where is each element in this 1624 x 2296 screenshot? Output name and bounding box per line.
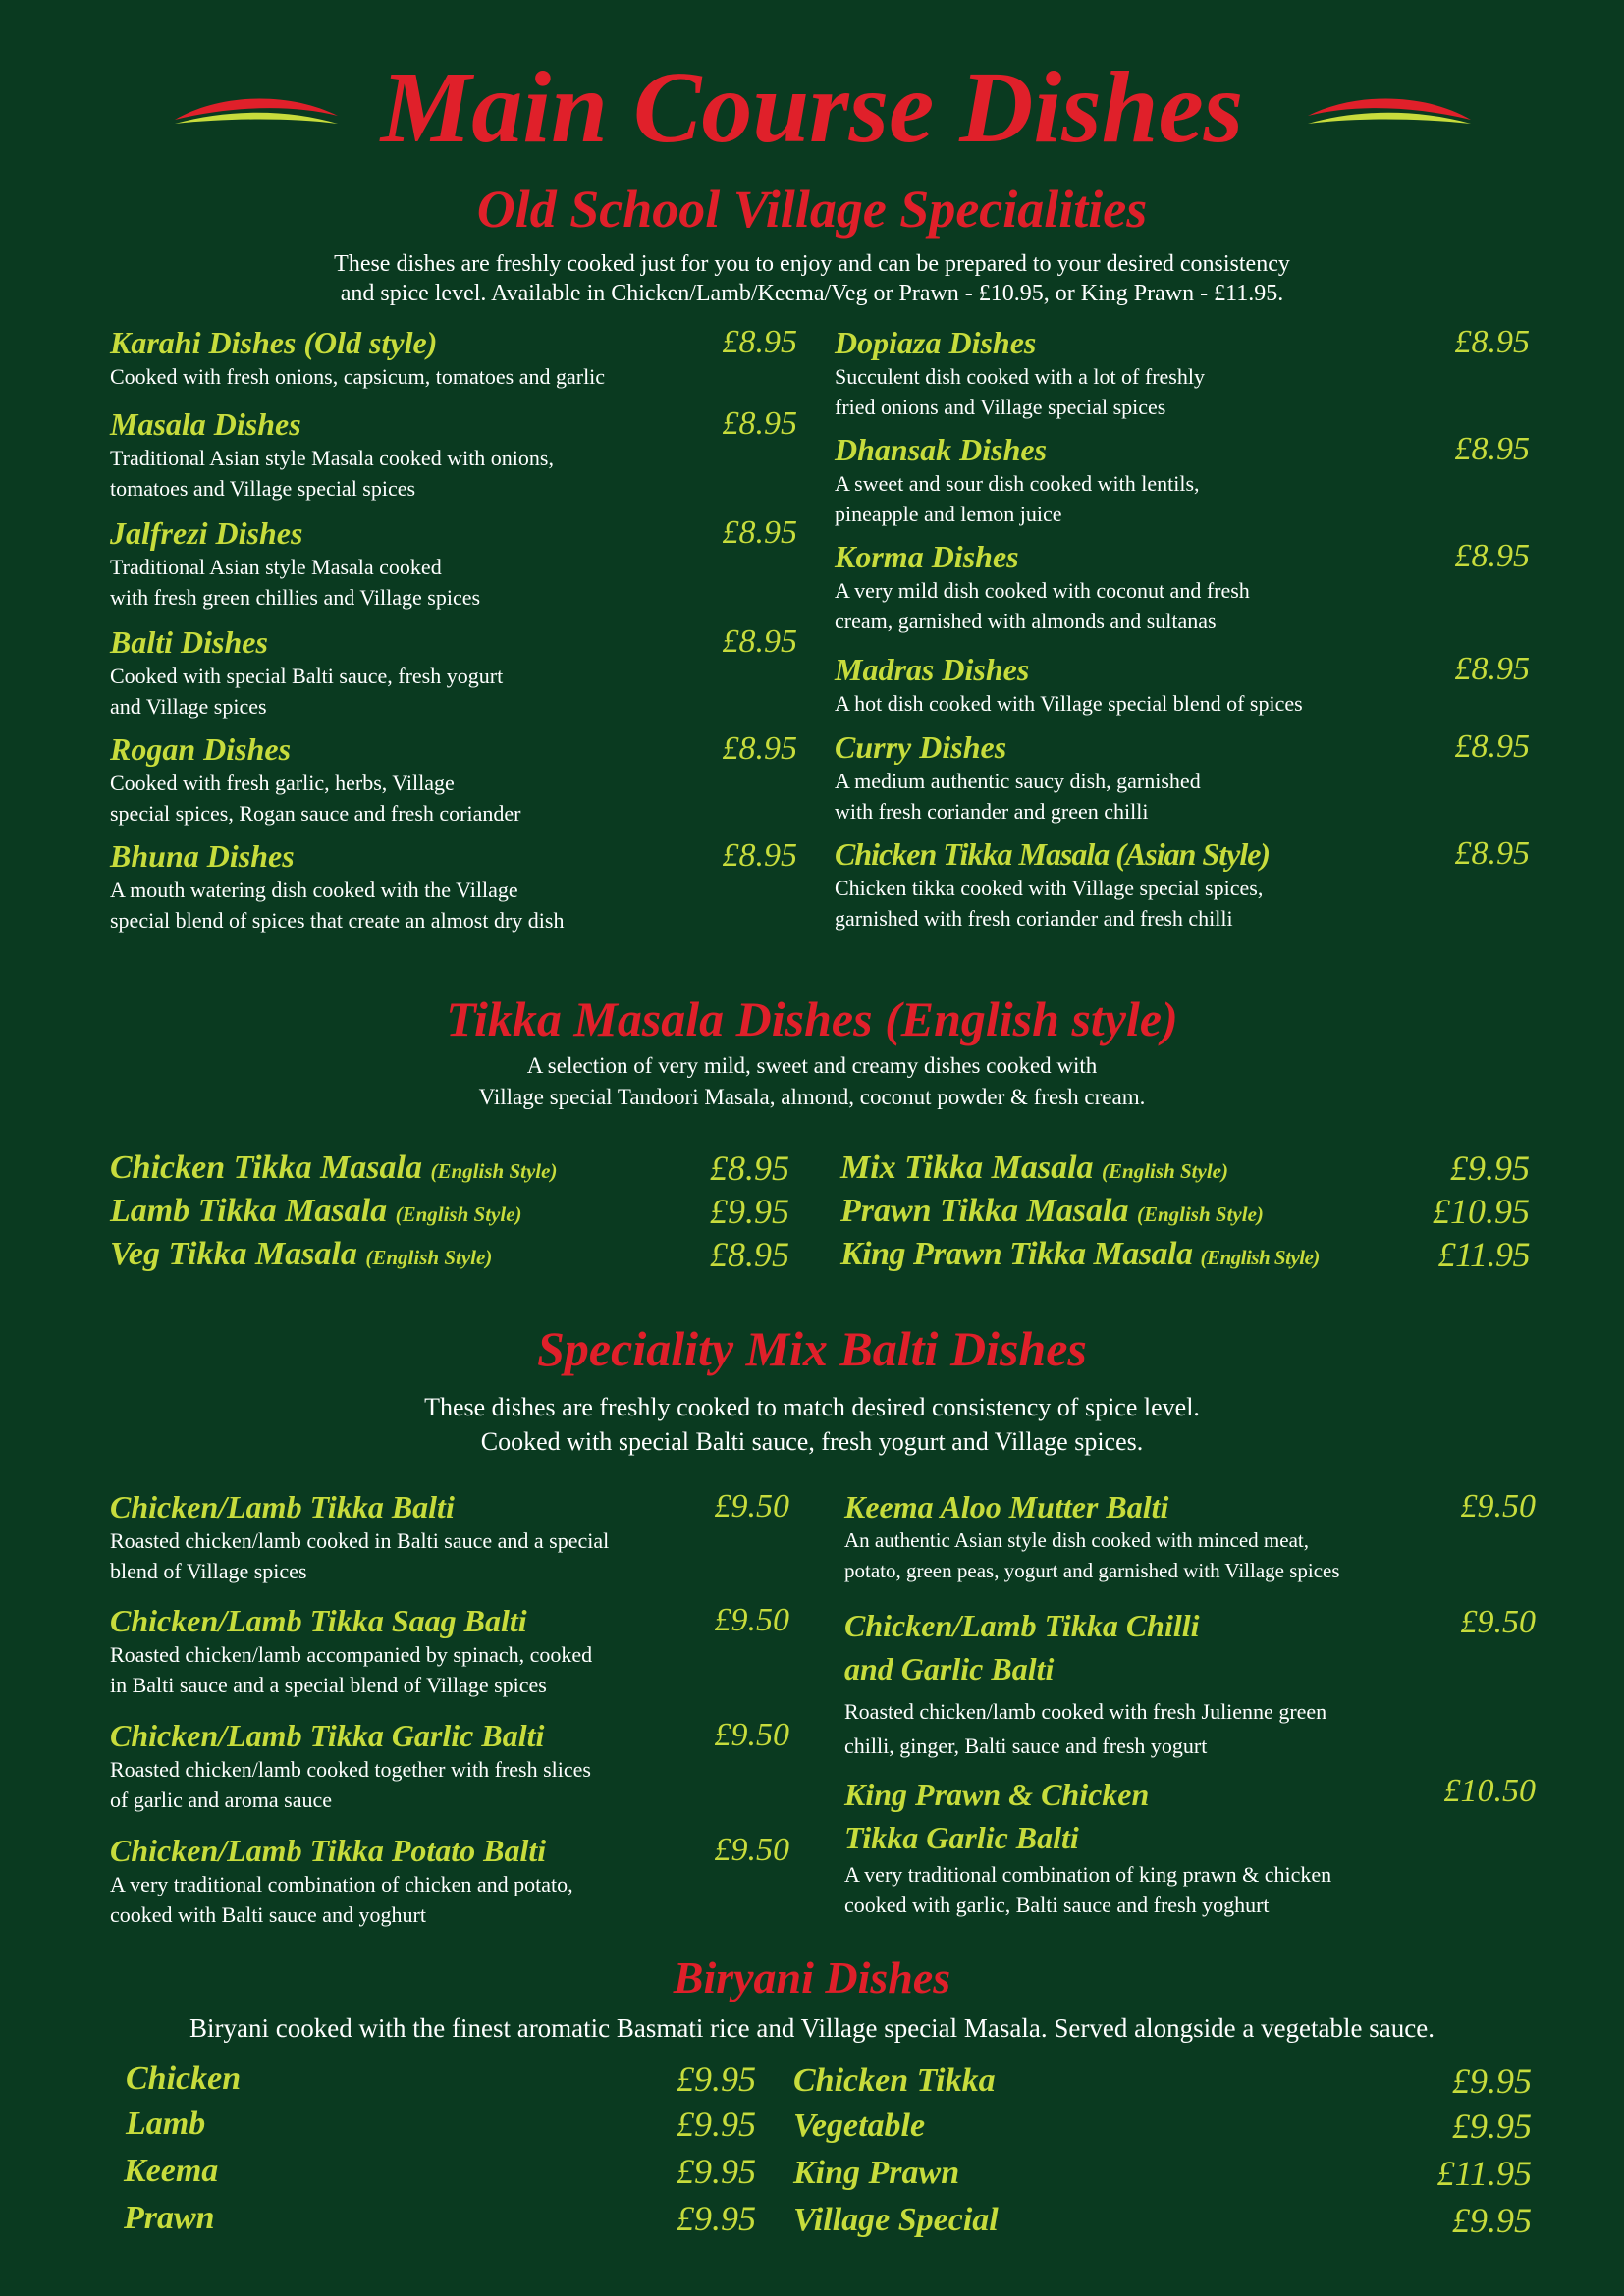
menu-item (844, 1773, 1536, 1920)
item-price: £10.50 (1443, 1773, 1536, 1809)
menu-item (840, 1147, 1530, 1193)
item-description: Traditional Asian style Masala cooked with fresh green chillies and Village spices (110, 555, 481, 610)
item-description: Roasted chicken/lamb cooked together with fresh slices of garlic and aroma sauce (110, 1757, 591, 1812)
item-description: A very traditional combination of chicken and potato, cooked with Balti sauce and yoghurt (110, 1872, 573, 1927)
item-price: £8.95 (722, 837, 797, 874)
item-price: £9.95 (1452, 2061, 1532, 2101)
menu-item (110, 1602, 789, 1700)
item-name: Lamb (126, 2106, 206, 2142)
item-price: £8.95 (1454, 324, 1530, 360)
item-description: Roasted chicken/lamb accompanied by spinach, cooked in Balti sauce and a special blend of Village spices (110, 1642, 593, 1697)
item-price: £9.50 (714, 1488, 789, 1524)
item-description: A sweet and sour dish cooked with lentils, pineapple and lemon juice (835, 471, 1200, 526)
item-price: £8.95 (1454, 651, 1530, 687)
item-name: Dopiaza Dishes (835, 325, 1037, 360)
menu-item (840, 1233, 1530, 1279)
item-description: Cooked with fresh garlic, herbs, Village special spices, Rogan sauce and fresh coriander (110, 771, 521, 826)
old-school-heading: Old School Village Specialities (476, 180, 1148, 239)
menu-item (793, 2199, 1532, 2242)
style-tag: (English Style) (430, 1159, 558, 1183)
menu-item (110, 405, 797, 504)
item-price: £8.95 (710, 1148, 789, 1188)
page-title: Main Course Dishes (380, 51, 1244, 164)
item-price: £9.95 (677, 2152, 756, 2191)
item-price: £9.50 (1460, 1604, 1536, 1640)
menu-item (835, 324, 1530, 422)
item-name: Keema (124, 2153, 219, 2189)
item-name: Chicken Tikka (793, 2062, 996, 2099)
item-price: £9.95 (710, 1192, 789, 1231)
menu-item (124, 2197, 756, 2240)
item-price: £9.50 (1460, 1488, 1536, 1524)
tikka-heading: Tikka Masala Dishes (English style) (446, 991, 1178, 1046)
item-price: £9.50 (714, 1832, 789, 1868)
menu-item (835, 835, 1530, 934)
menu-item (844, 1604, 1536, 1763)
item-name: Jalfrezi Dishes (110, 515, 303, 551)
menu-item (835, 651, 1530, 719)
item-price: £9.95 (1452, 2201, 1532, 2240)
item-price: £8.95 (1454, 835, 1530, 872)
item-name: Veg Tikka Masala (110, 1236, 357, 1272)
item-price: £10.95 (1433, 1192, 1530, 1231)
style-tag: (English Style) (1102, 1159, 1228, 1183)
item-name: Curry Dishes (835, 729, 1007, 765)
item-name: Village Special (793, 2202, 999, 2238)
biryani-heading: Biryani Dishes (673, 1952, 951, 2002)
style-tag: (English Style) (365, 1246, 493, 1269)
menu-item (835, 538, 1530, 636)
item-price: £8.95 (722, 324, 797, 360)
item-description: A very traditional combination of king prawn & chicken cooked with garlic, Balti sauce and fresh yoghurt (844, 1862, 1332, 1917)
item-description: Roasted chicken/lamb cooked in Balti sauce and a special blend of Village spices (110, 1528, 610, 1583)
item-description: A medium authentic saucy dish, garnished with fresh coriander and green chilli (835, 769, 1201, 824)
item-price: £8.95 (710, 1235, 789, 1274)
menu-item (110, 1832, 789, 1930)
right-swoosh-ornament (1306, 86, 1473, 130)
item-description: A mouth watering dish cooked with the Village special blend of spices that create an almost dry dish (110, 878, 565, 933)
item-description: Traditional Asian style Masala cooked with onions, tomatoes and Village special spices (110, 446, 554, 501)
menu-item (126, 2103, 756, 2146)
item-price: £9.50 (714, 1602, 789, 1638)
menu-item (110, 324, 797, 392)
item-name: Dhansak Dishes (835, 432, 1048, 467)
item-name: Keema Aloo Mutter Balti (844, 1489, 1169, 1524)
menu-item (793, 2059, 1532, 2103)
menu-item (110, 1147, 789, 1193)
item-name: Vegetable (793, 2108, 926, 2144)
item-price: £9.95 (677, 2105, 756, 2144)
item-price: £8.95 (722, 623, 797, 660)
item-name: King Prawn (793, 2155, 960, 2191)
item-price: £11.95 (1437, 1235, 1530, 1274)
item-name: Madras Dishes (835, 652, 1030, 687)
item-name: Chicken Tikka Masala (Asian Style) (835, 836, 1271, 872)
style-tag: (English Style) (1136, 1202, 1264, 1226)
item-price: £9.50 (714, 1717, 789, 1753)
menu-item (110, 1233, 789, 1279)
menu-item (793, 2105, 1532, 2148)
item-name: Chicken/Lamb Tikka Saag Balti (110, 1603, 527, 1638)
item-name: Chicken/Lamb Tikka Chilli and Garlic Balti (844, 1608, 1200, 1686)
item-price: £9.95 (1452, 2107, 1532, 2146)
item-name: Rogan Dishes (110, 731, 292, 767)
item-name: Chicken (126, 2060, 242, 2097)
item-name: Prawn (124, 2200, 215, 2236)
item-price: £8.95 (722, 514, 797, 551)
item-name: Chicken/Lamb Tikka Garlic Balti (110, 1718, 545, 1753)
item-price: £8.95 (722, 730, 797, 767)
menu-item (124, 2150, 756, 2193)
item-price: £8.95 (1454, 728, 1530, 765)
item-name: Lamb Tikka Masala (110, 1193, 388, 1229)
menu-item (840, 1190, 1530, 1236)
item-name: Balti Dishes (110, 624, 268, 660)
item-price: £8.95 (1454, 538, 1530, 574)
item-description: Roasted chicken/lamb cooked with fresh Julienne green chilli, ginger, Balti sauce and fresh yogurt (844, 1699, 1327, 1758)
menu-item (110, 623, 797, 721)
item-description: Cooked with special Balti sauce, fresh yogurt and Village spices (110, 664, 504, 719)
item-name: Karahi Dishes (Old style) (110, 325, 438, 360)
menu-item (110, 1717, 789, 1815)
item-description: A very mild dish cooked with coconut and fresh cream, garnished with almonds and sultanas (835, 578, 1250, 633)
item-description: Chicken tikka cooked with Village special spices, garnished with fresh coriander and fresh chilli (835, 876, 1264, 931)
menu-item (835, 728, 1530, 827)
menu-item (110, 514, 797, 613)
item-name: Bhuna Dishes (110, 838, 295, 874)
item-description: An authentic Asian style dish cooked with minced meat, potato, green peas, yogurt and garnished with Village spices (844, 1528, 1340, 1582)
menu-item (110, 730, 797, 828)
item-name: Masala Dishes (110, 406, 301, 442)
style-tag: (English Style) (395, 1202, 522, 1226)
item-name: King Prawn & Chicken Tikka Garlic Balti (844, 1777, 1150, 1855)
item-price: £8.95 (1454, 431, 1530, 467)
item-price: £11.95 (1436, 2154, 1532, 2193)
item-price: £9.95 (677, 2059, 756, 2099)
item-name: Korma Dishes (835, 539, 1019, 574)
menu-item (110, 1488, 789, 1586)
item-name: Chicken/Lamb Tikka Balti (110, 1489, 455, 1524)
menu-item (110, 1190, 789, 1236)
menu-item (793, 2152, 1532, 2195)
item-description: Cooked with fresh onions, capsicum, tomatoes and garlic (110, 364, 606, 389)
item-price: £9.95 (1450, 1148, 1530, 1188)
menu-item (110, 837, 797, 935)
item-name: Prawn Tikka Masala (840, 1193, 1129, 1229)
menu-item (835, 431, 1530, 529)
item-price: £9.95 (677, 2199, 756, 2238)
item-price: £8.95 (722, 405, 797, 442)
item-name: Mix Tikka Masala (840, 1149, 1094, 1186)
menu-item (844, 1488, 1536, 1586)
biryani-intro: Biryani cooked with the finest aromatic Basmati rice and Village special Masala. Served alongside a vegetable sauce. (189, 2013, 1435, 2043)
item-name: Chicken Tikka Masala (110, 1149, 422, 1186)
tikka-intro: A selection of very mild, sweet and creamy dishes cooked with Village special Tandoori Masala, almond, coconut powder & fresh cream. (478, 1053, 1146, 1109)
menu-item (126, 2057, 756, 2101)
mix-balti-heading: Speciality Mix Balti Dishes (537, 1321, 1087, 1376)
item-name: Chicken/Lamb Tikka Potato Balti (110, 1833, 547, 1868)
item-description: A hot dish cooked with Village special blend of spices (835, 691, 1303, 716)
item-name: King Prawn Tikka Masala (840, 1236, 1193, 1272)
old-school-intro: These dishes are freshly cooked just for you to enjoy and can be prepared to your desired consistency and spice level. Available in Chicken/Lamb/Keema/Veg or Prawn - £10.95, or King Prawn - £11.95. (334, 251, 1290, 306)
style-tag: (English Style) (1200, 1246, 1320, 1269)
item-description: Succulent dish cooked with a lot of freshly fried onions and Village special spices (835, 364, 1205, 419)
mix-balti-intro: These dishes are freshly cooked to match desired consistency of spice level. Cooked with special Balti sauce, fresh yogurt and Village spices. (424, 1393, 1200, 1456)
